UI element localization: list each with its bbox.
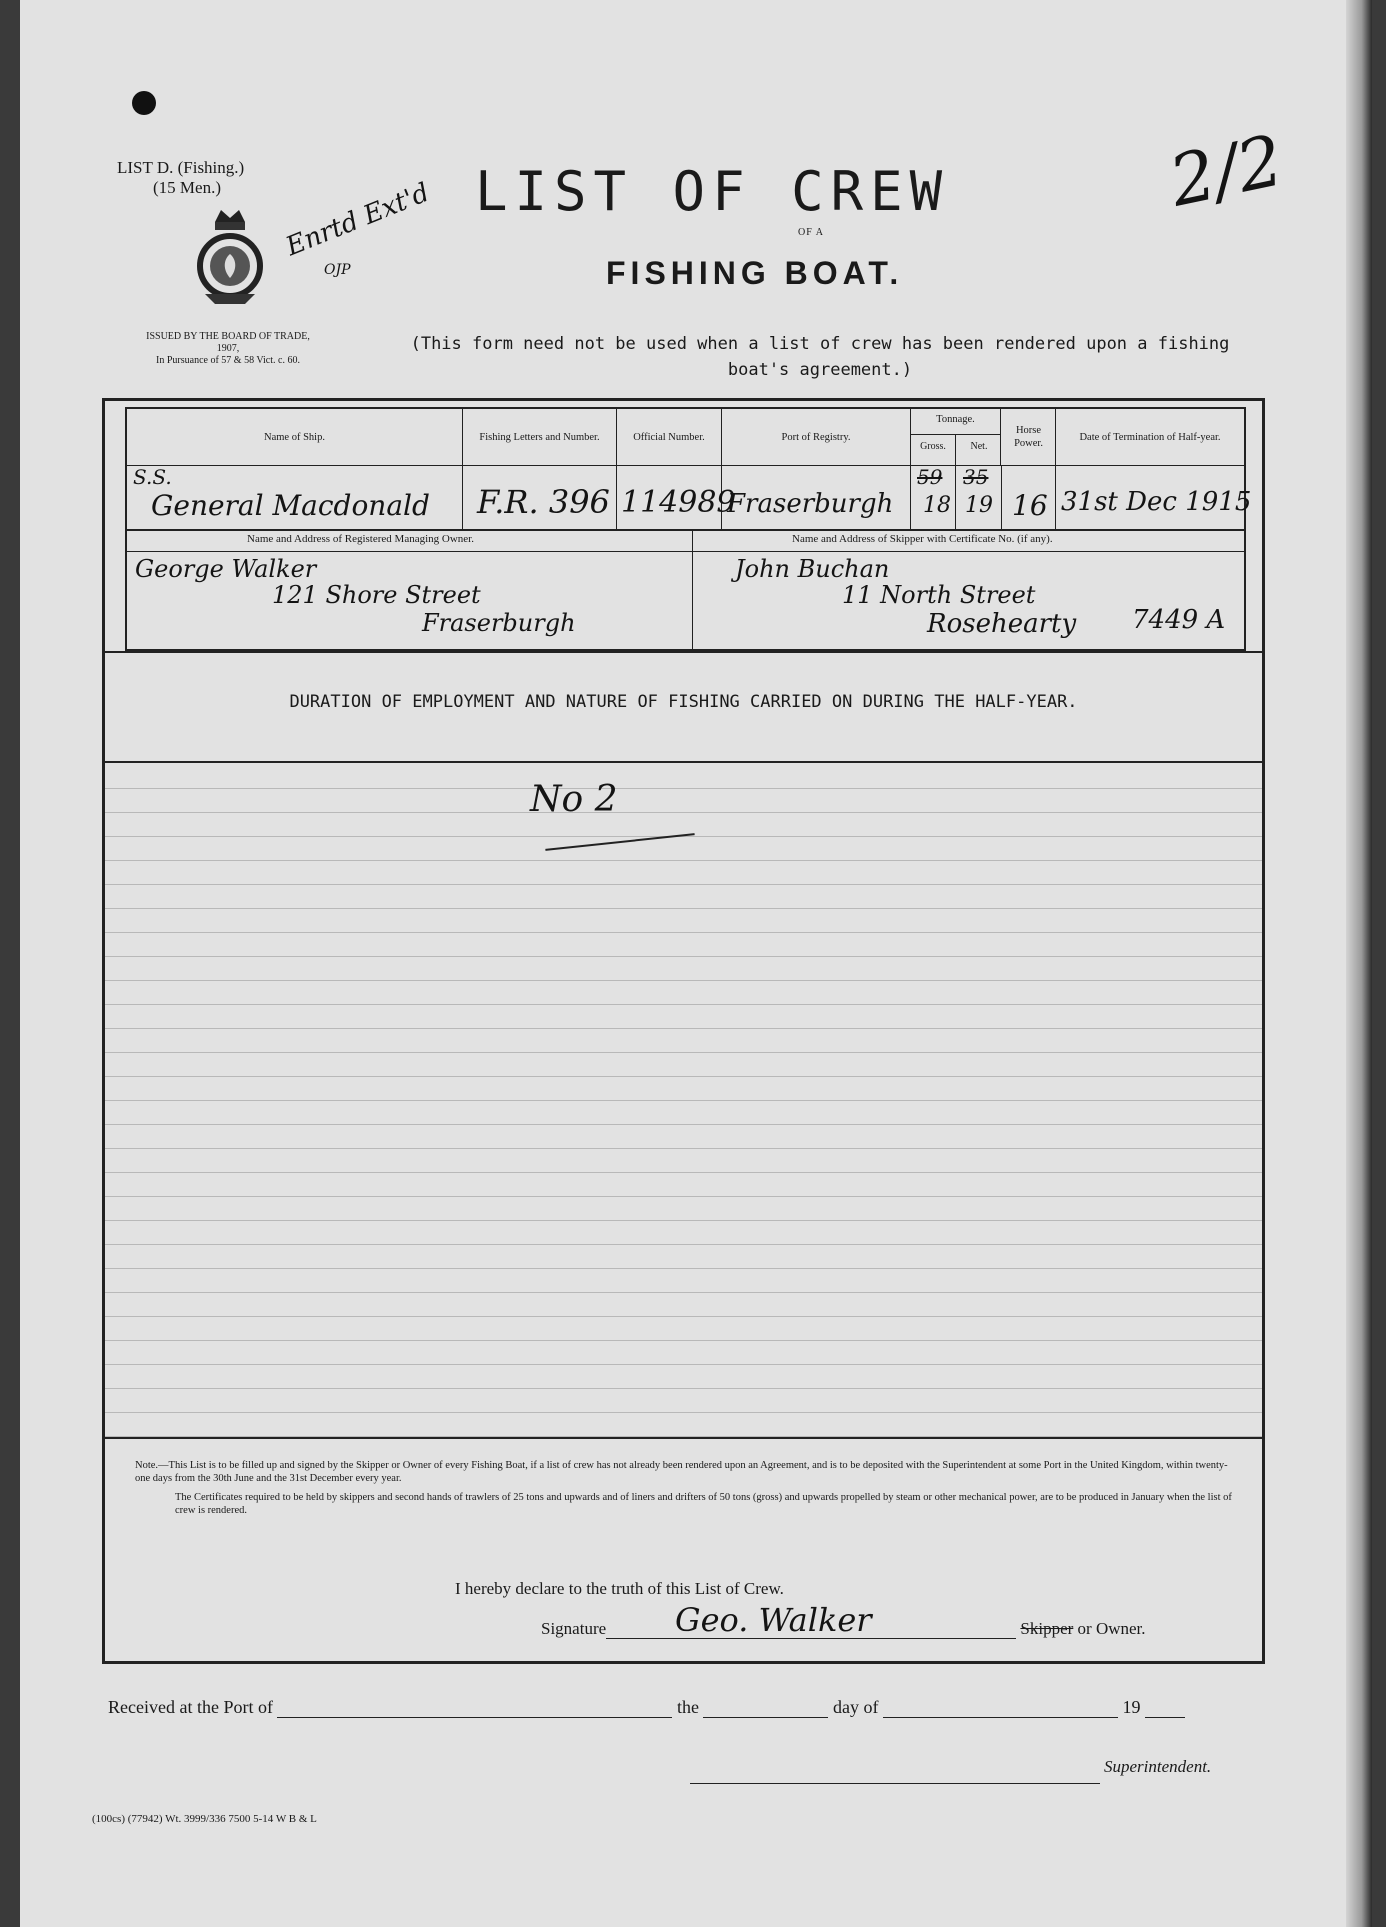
col-net: Net. bbox=[970, 441, 988, 452]
fishing-letters-value: F.R. 396 bbox=[477, 483, 610, 521]
net-old-value: 35 bbox=[963, 465, 989, 489]
men-label: (15 Men.) bbox=[153, 178, 221, 197]
issued-year: 1907, bbox=[216, 343, 240, 354]
issued-by-block bbox=[98, 331, 358, 367]
gross-value: 18 bbox=[923, 493, 951, 518]
note-certificates: The Certificates required to be held by skippers and second hands of trawlers of 25 tons and upwards and of liners and drifters of 50 tons (gross) and upwards propelled by steam or other mechanical power, are to be produced in January when the list of crew is rendered. bbox=[175, 1492, 1232, 1516]
received-row bbox=[108, 1697, 1185, 1718]
col-gross: Gross. bbox=[920, 441, 946, 452]
page-number: 2/2 bbox=[1162, 119, 1290, 223]
notes-block bbox=[135, 1459, 1235, 1523]
col-port: Port of Registry. bbox=[722, 409, 911, 465]
skipper-header: Name and Address of Skipper with Certificate No. (if any). bbox=[792, 533, 1053, 545]
form-frame bbox=[102, 398, 1265, 1664]
owner-header-divider bbox=[127, 551, 1244, 552]
owner-label: or Owner. bbox=[1077, 1619, 1146, 1638]
col-name-of-ship: Name of Ship. bbox=[127, 409, 463, 465]
gross-old-value: 59 bbox=[917, 465, 943, 489]
owner-town: Fraserburgh bbox=[422, 609, 576, 637]
col-horse-power: Horse Power. bbox=[1002, 409, 1056, 465]
declaration-text: I hereby declare to the truth of this List of Crew. bbox=[455, 1579, 784, 1598]
print-code: (100cs) (77942) Wt. 3999/336 7500 5-14 W B & L bbox=[92, 1813, 317, 1825]
page-edge bbox=[1346, 0, 1372, 1927]
ruled-entry-area bbox=[105, 765, 1262, 1437]
marginal-ref: OJP bbox=[324, 262, 351, 278]
port-line bbox=[277, 1699, 672, 1718]
note-filing: Note.—This List is to be filled up and signed by the Skipper or Owner of every Fishing Boat, if a list of crew has not already been rendered upon an Agreement, and is to be deposited with the Superintendent at some Port in the United Kingdom, within twenty-one days from the 30th June and the 31st December every year. bbox=[135, 1460, 1228, 1484]
superintendent-line bbox=[690, 1765, 1100, 1784]
declaration-section bbox=[105, 1437, 1262, 1663]
skipper-name: John Buchan bbox=[735, 555, 890, 583]
superintendent-label: Superintendent. bbox=[1104, 1757, 1212, 1776]
ship-name: General Macdonald bbox=[151, 489, 430, 522]
date-line bbox=[703, 1699, 828, 1718]
skipper-street: 11 North Street bbox=[842, 581, 1036, 609]
year-line bbox=[1145, 1699, 1185, 1718]
the-label: the bbox=[676, 1697, 699, 1717]
port-value: Fraserburgh bbox=[727, 489, 894, 519]
day-label: day of bbox=[832, 1697, 879, 1717]
skipper-struck: Skipper bbox=[1020, 1619, 1074, 1638]
form-list-label bbox=[117, 158, 244, 198]
col-termination: Date of Termination of Half-year. bbox=[1079, 431, 1221, 443]
owner-name: George Walker bbox=[135, 555, 317, 583]
duration-heading: DURATION OF EMPLOYMENT AND NATURE OF FISHING CARRIED ON DURING THE HALF-YEAR. bbox=[105, 651, 1262, 763]
net-value: 19 bbox=[965, 493, 993, 518]
pursuance: In Pursuance of 57 & 58 Vict. c. 60. bbox=[156, 355, 300, 366]
owner-street: 121 Shore Street bbox=[272, 581, 481, 609]
title-fishing-boat: FISHING BOAT. bbox=[606, 255, 904, 291]
ship-prefix: S.S. bbox=[133, 465, 172, 489]
entry-number: No 2 bbox=[530, 779, 618, 820]
royal-crest-icon bbox=[185, 204, 275, 314]
title-of-a: OF A bbox=[798, 227, 824, 238]
document-sheet bbox=[20, 0, 1372, 1927]
col-fishing-letters: Fishing Letters and Number. bbox=[463, 409, 617, 465]
owner-skipper-section bbox=[125, 529, 1246, 651]
owner-divider bbox=[692, 529, 693, 649]
month-line bbox=[883, 1699, 1118, 1718]
certificate-number: 7449 A bbox=[1132, 605, 1226, 635]
termination-value: 31st Dec 1915 bbox=[1061, 487, 1252, 517]
horse-power-value: 16 bbox=[1012, 489, 1048, 522]
signature-label: Signature bbox=[541, 1619, 607, 1638]
official-number-value: 114989 bbox=[621, 485, 736, 520]
marginal-note: Enrtd Ext'd bbox=[281, 177, 434, 263]
owner-header: Name and Address of Registered Managing Owner. bbox=[247, 533, 474, 545]
title-list-of-crew: LIST OF CREW bbox=[475, 160, 950, 223]
punch-hole bbox=[132, 91, 156, 115]
received-label: Received at the Port of bbox=[108, 1697, 273, 1717]
year-label: 19 bbox=[1122, 1697, 1141, 1717]
signature-value: Geo. Walker bbox=[675, 1601, 872, 1639]
issued-by: ISSUED BY THE BOARD OF TRADE, bbox=[146, 331, 310, 342]
tonnage-divider bbox=[911, 434, 1001, 435]
list-d-label: LIST D. (Fishing.) bbox=[117, 158, 245, 177]
col-official-number: Official Number. bbox=[617, 409, 722, 465]
col-tonnage: Tonnage. bbox=[911, 409, 1001, 465]
skipper-town: Rosehearty bbox=[927, 609, 1077, 639]
form-subnote: (This form need not be used when a list of crew has been rendered upon a fishing boat's agreement.) bbox=[410, 334, 1230, 380]
registry-table bbox=[125, 407, 1252, 531]
entry-underline bbox=[545, 833, 694, 851]
